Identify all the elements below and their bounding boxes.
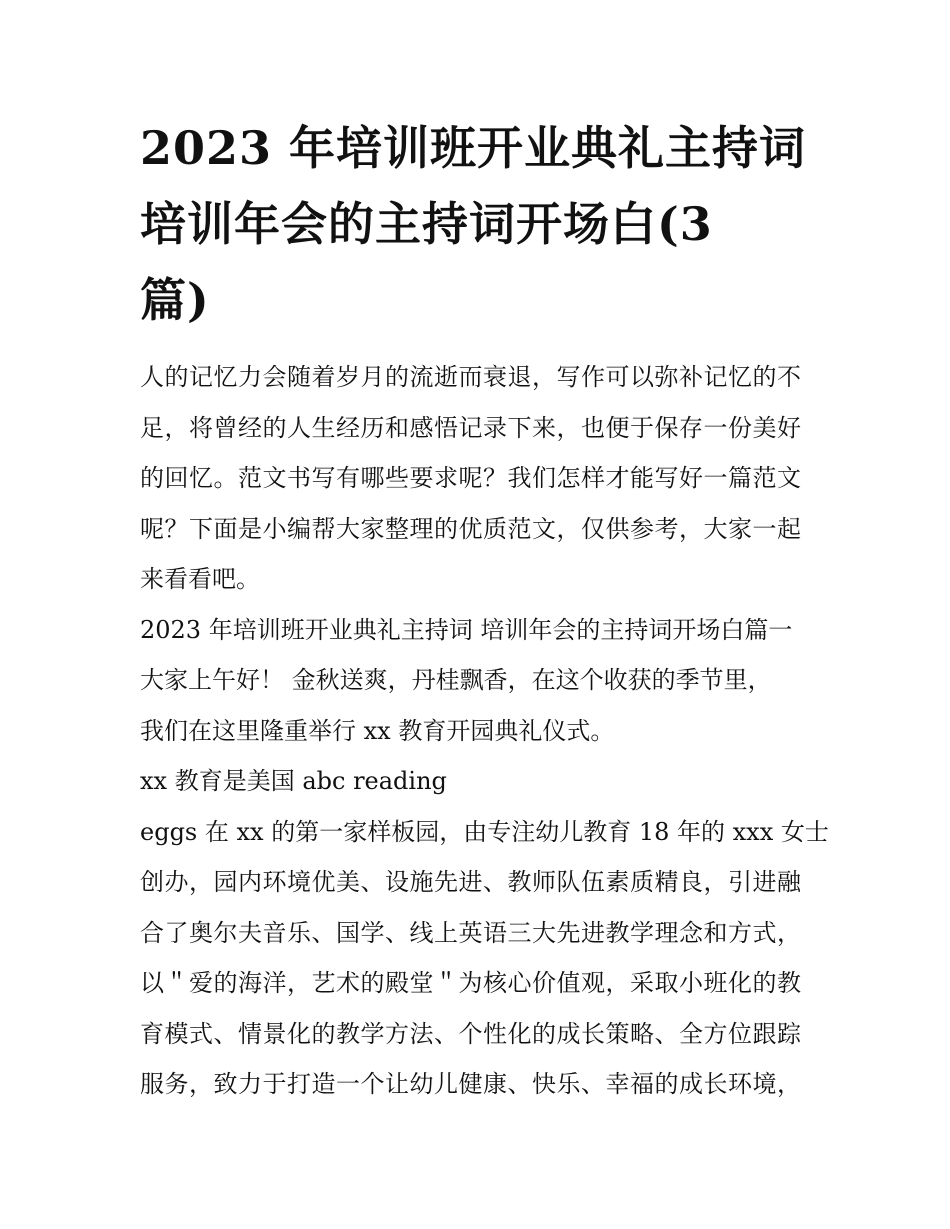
- paragraph-line: eggs 在 xx 的第一家样板园，由专注幼儿教育 18 年的 xxx 女士: [140, 817, 829, 846]
- document-title: [140, 110, 820, 338]
- paragraph-line: 大家上午好！ 金秋送爽，丹桂飘香，在这个收获的季节里，: [140, 666, 772, 694]
- paragraph-line: 育模式、情景化的教学方法、个性化的成长策略、全方位跟踪: [140, 1019, 802, 1048]
- paragraph-line: 服务，致力于打造一个让幼儿健康、快乐、幸福的成长环境，: [140, 1070, 802, 1098]
- title-line: 2023 年培训班开业典礼主持词: [140, 121, 807, 175]
- intro-line: 足，将曾经的人生经历和感悟记录下来，也便于保存一份美好: [140, 413, 802, 442]
- section-heading-line: 2023 年培训班开业典礼主持词 培训年会的主持词开场白篇一: [140, 615, 793, 644]
- intro-line: 呢？下面是小编帮大家整理的优质范文，仅供参考，大家一起: [140, 514, 802, 543]
- title-line: 篇): [140, 273, 210, 327]
- intro-line: 人的记忆力会随着岁月的流逝而衰退，写作可以弥补记忆的不: [140, 363, 802, 391]
- paragraph-line: 创办，园内环境优美、设施先进、教师队伍素质精良，引进融: [140, 868, 802, 896]
- paragraph-line: 合了奥尔夫音乐、国学、线上英语三大先进教学理念和方式，: [140, 918, 802, 947]
- title-line: 培训年会的主持词开场白(3: [140, 197, 713, 251]
- paragraph-line: xx 教育是美国 abc reading: [140, 767, 447, 795]
- document-body: [140, 352, 829, 1110]
- intro-line: 来看看吧。: [140, 565, 260, 593]
- paragraph-line: 我们在这里隆重举行 xx 教育开园典礼仪式。: [140, 716, 615, 745]
- intro-line: 的回忆。范文书写有哪些要求呢？我们怎样才能写好一篇范文: [140, 464, 802, 492]
- paragraph-line: 以＂爱的海洋，艺术的殿堂＂为核心价值观，采取小班化的教: [140, 969, 802, 997]
